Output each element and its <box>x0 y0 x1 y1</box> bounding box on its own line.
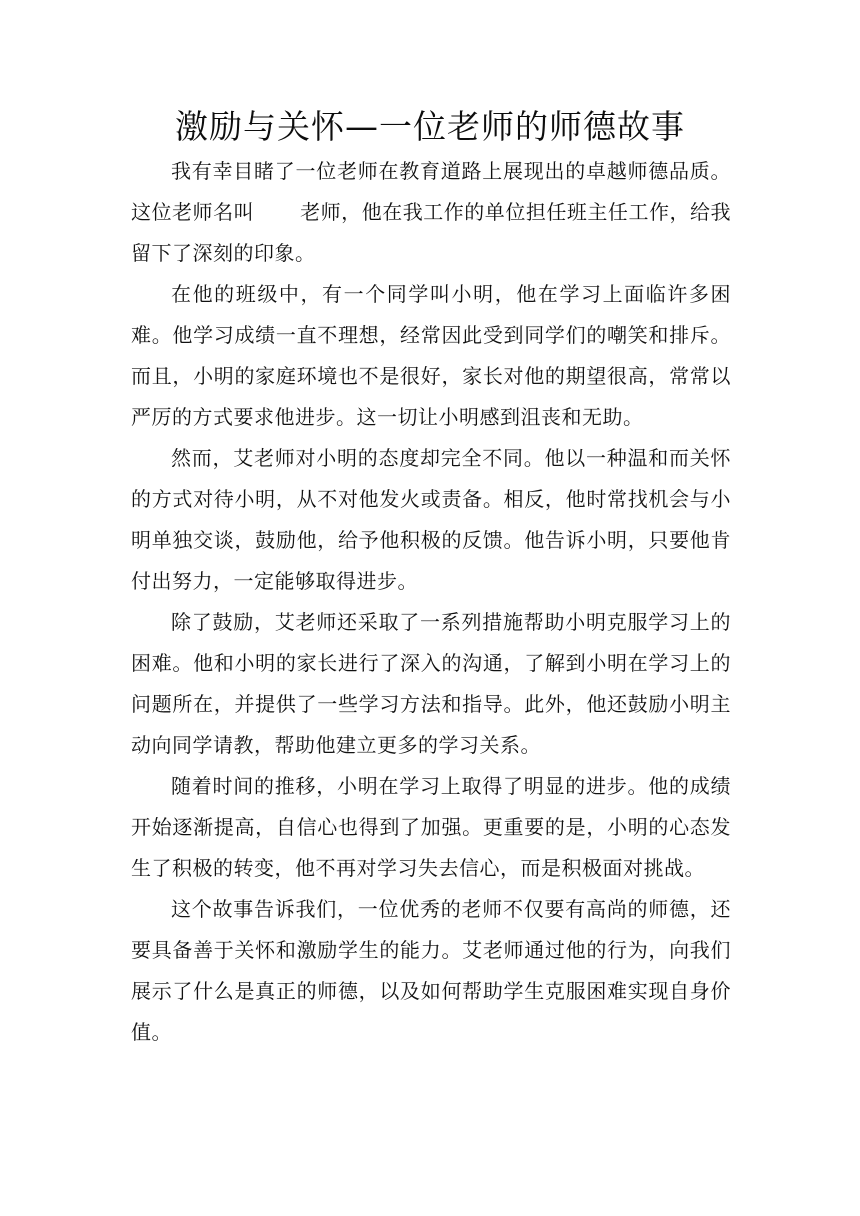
document-title: 激励与关怀—一位老师的师德故事 <box>175 107 685 146</box>
paragraph-4: 除了鼓励，艾老师还采取了一系列措施帮助小明克服学习上的困难。他和小明的家长进行了深入的沟通，了解到小明在学习上的问题所在，并提供了一些学习方法和指导。此外，他还鼓励小明主动向同学请教，帮助他建立更多的学习关系。 <box>131 610 731 757</box>
paragraph-3: 然而，艾老师对小明的态度却完全不同。他以一种温和而关怀的方式对待小明，从不对他发火或责备。相反，他时常找机会与小明单独交谈，鼓励他，给予他积极的反馈。他告诉小明，只要他肯付出努力，一定能够取得进步。 <box>131 446 731 593</box>
paragraph-5: 随着时间的推移，小明在学习上取得了明显的进步。他的成绩开始逐渐提高，自信心也得到了加强。更重要的是，小明的心态发生了积极的转变，他不再对学习失去信心，而是积极面对挑战。 <box>131 774 731 880</box>
paragraph-intro <box>131 151 731 274</box>
paragraph-intro-start: 我有幸目睹了一位老师在教育道路上展现出的卓越师德品质。这位老师名叫 <box>131 159 731 224</box>
paragraph-2: 在他的班级中，有一个同学叫小明，他在学习上面临许多困难。他学习成绩一直不理想，经常因此受到同学们的嘲笑和排斥。而且，小明的家庭环境也不是很好，家长对他的期望很高，常常以严厉的方式要求他进步。这一切让小明感到沮丧和无助。 <box>131 282 731 429</box>
document-body <box>131 151 731 1053</box>
paragraph-intro-end: 老师，他在我工作的单位担任班主任工作，给我留下了深刻的印象。 <box>131 200 732 265</box>
paragraph-6: 这个故事告诉我们，一位优秀的老师不仅要有高尚的师德，还要具备善于关怀和激励学生的能力。艾老师通过他的行为，向我们展示了什么是真正的师德，以及如何帮助学生克服困难实现自身价值。 <box>131 897 731 1044</box>
